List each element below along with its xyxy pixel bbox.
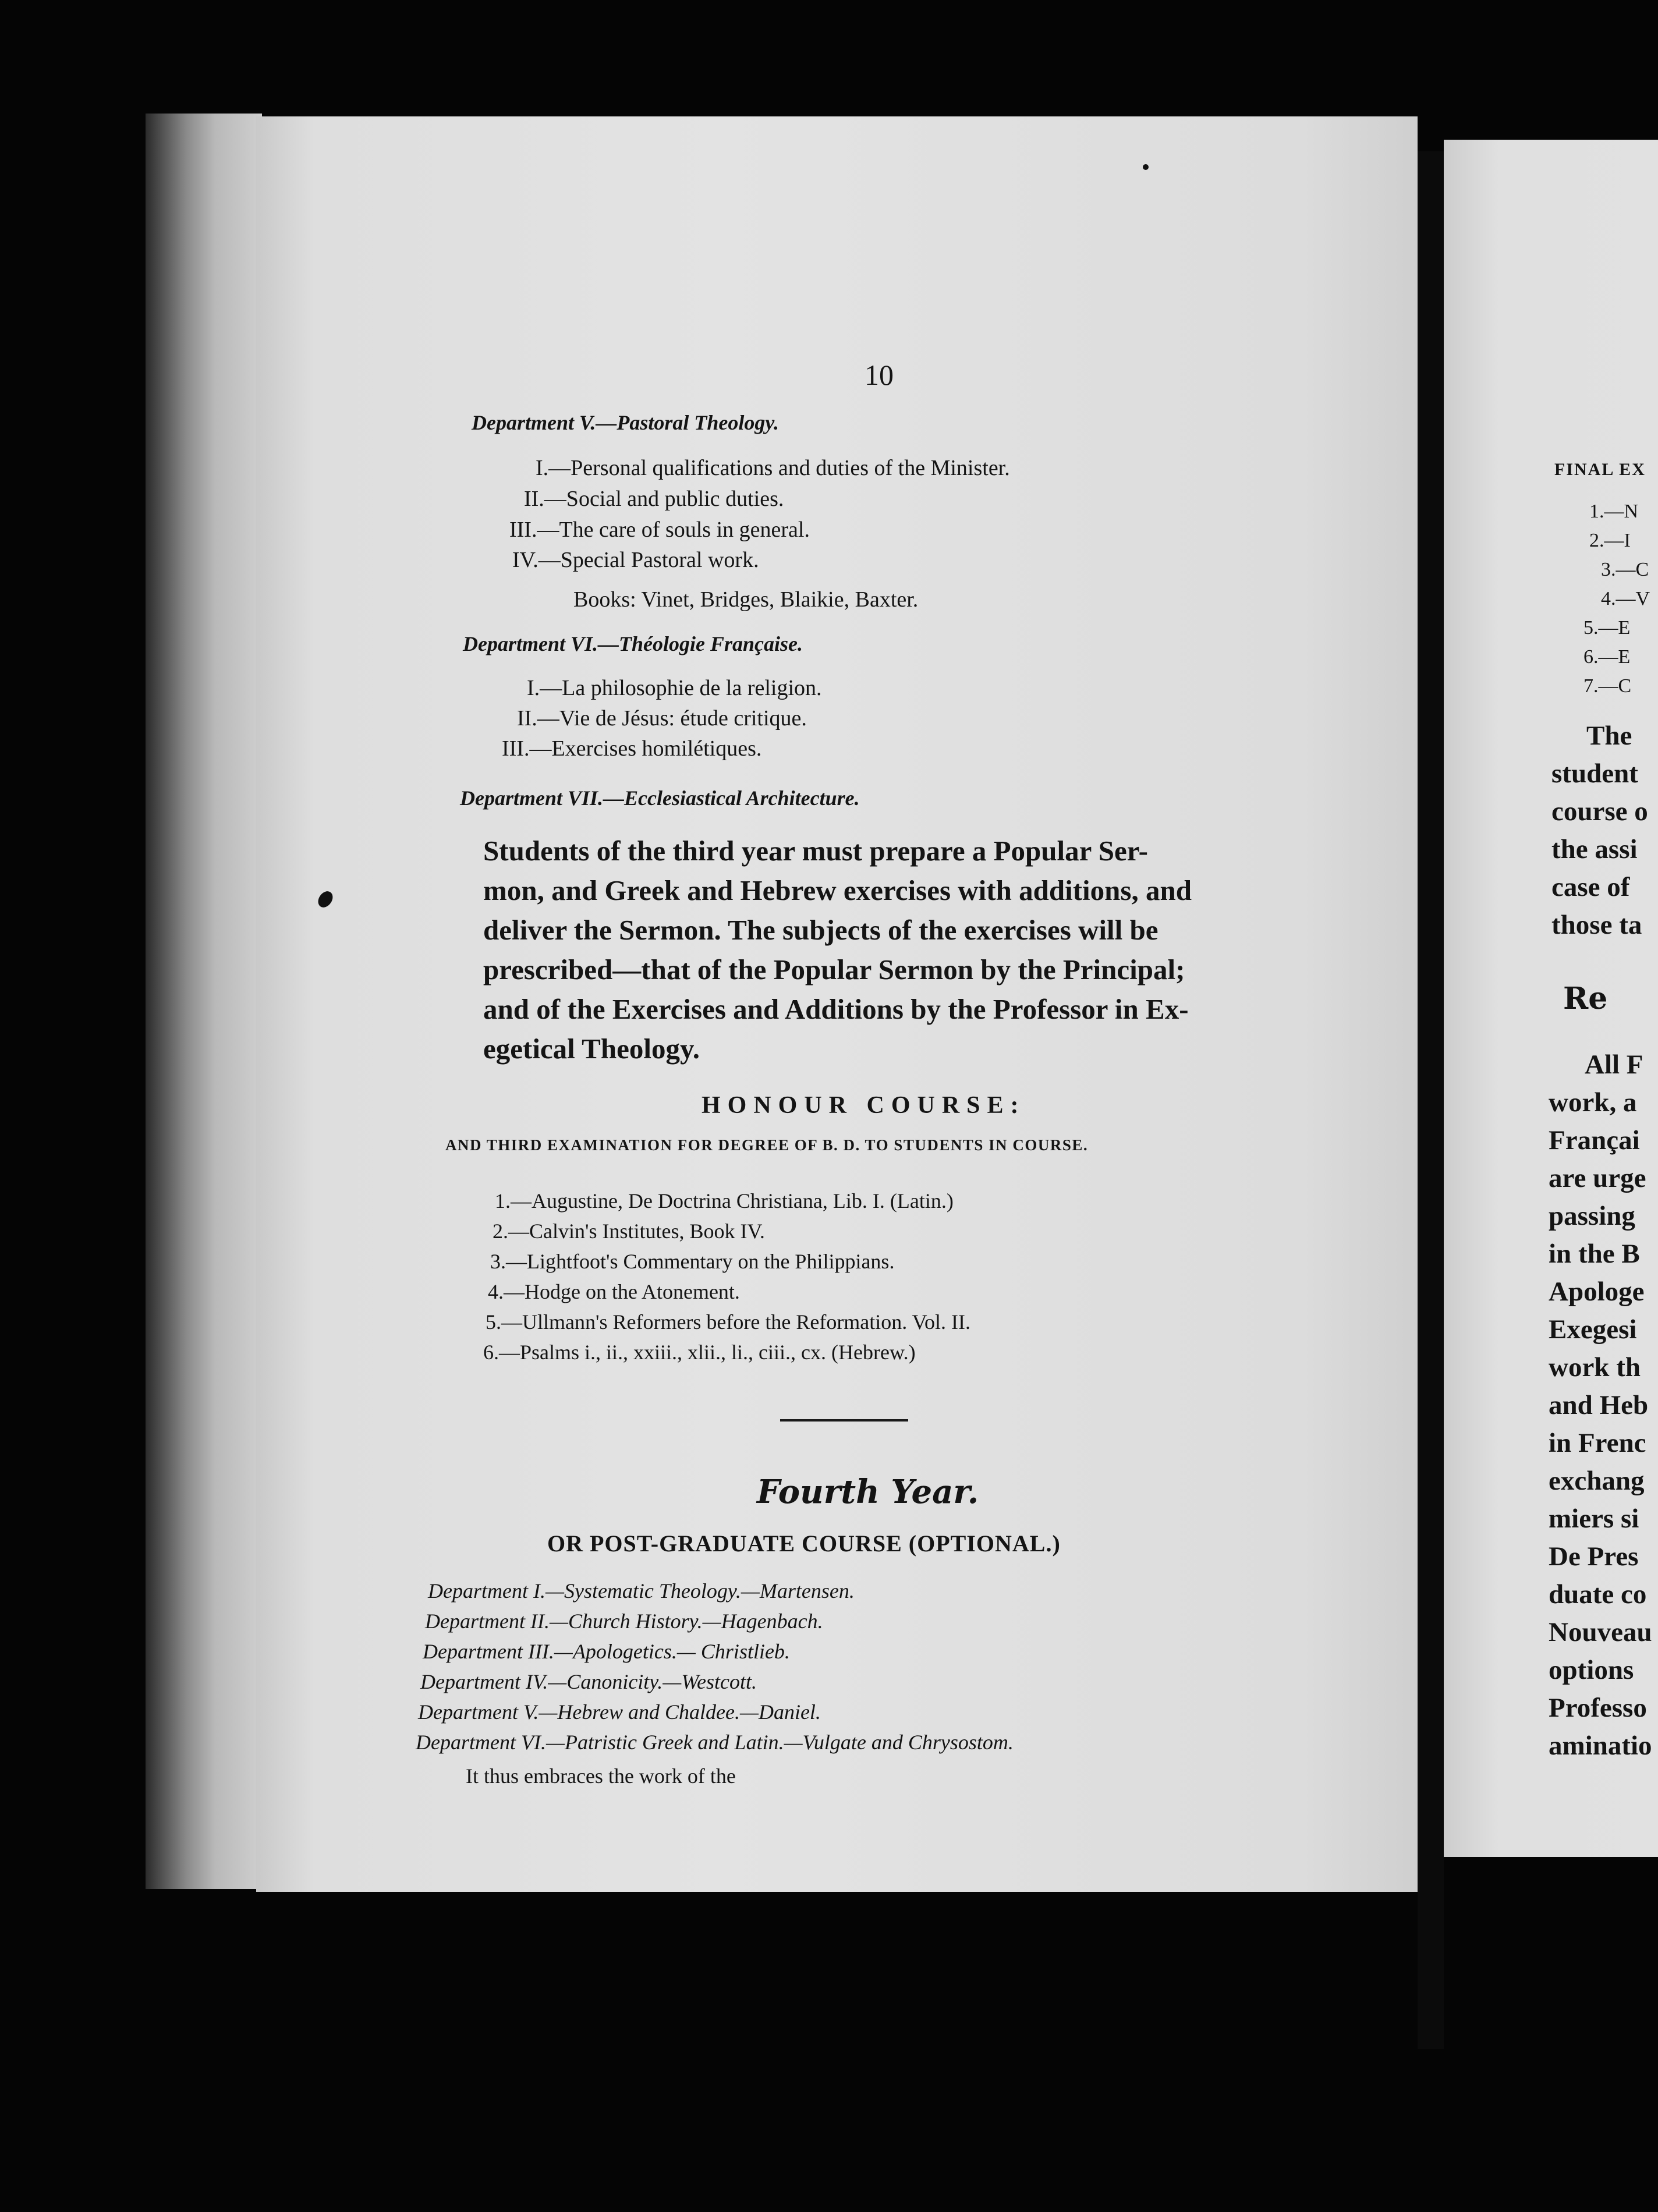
right-para-line: the assi [1551, 834, 1638, 864]
right-page-header: FINAL EX [1554, 460, 1646, 479]
honour-item-5: 5.—Ullmann's Reformers before the Reformation. Vol. II. [486, 1310, 970, 1334]
right-para2-line: Françai [1549, 1125, 1640, 1155]
right-para2-line: in the B [1549, 1239, 1640, 1269]
honour-item-2: 2.—Calvin's Institutes, Book IV. [493, 1220, 765, 1243]
right-para2-line: in Frenc [1549, 1428, 1646, 1458]
right-para2-line: passing [1549, 1201, 1635, 1231]
right-numbered-5: 5.—E [1583, 617, 1631, 639]
fourth-year-title: Fourth Year. [757, 1473, 979, 1511]
right-para2-line: Apologe [1549, 1277, 1645, 1307]
section-divider [780, 1419, 908, 1422]
fourth-year-dept-4: Department IV.—Canonicity.—Westcott. [420, 1670, 757, 1693]
right-para2-line: work th [1549, 1352, 1641, 1383]
paragraph-line: mon, and Greek and Hebrew exercises with additions, and [483, 874, 1192, 906]
right-para2-line: exchang [1549, 1466, 1645, 1496]
right-para-line: course o [1551, 796, 1648, 827]
fourth-year-subtitle: OR POST-GRADUATE COURSE (OPTIONAL.) [547, 1530, 1061, 1557]
right-numbered-3: 3.—C [1601, 559, 1649, 580]
right-para-line: student [1551, 758, 1638, 789]
honour-course-subtitle: AND THIRD EXAMINATION FOR DEGREE OF B. D. TO STUDENTS IN COURSE. [445, 1136, 1089, 1154]
right-para2-line: duate co [1549, 1579, 1647, 1610]
fourth-year-dept-3: Department III.—Apologetics.— Christlieb. [423, 1640, 790, 1663]
fourth-year-dept-6: Department VI.—Patristic Greek and Latin.—Vulgate and Chrysostom. [416, 1731, 1014, 1754]
dept6-item-1: I.—La philosophie de la religion. [527, 676, 822, 700]
paragraph-line: prescribed—that of the Popular Sermon by the Principal; [483, 953, 1185, 986]
closing-line: It thus embraces the work of the [466, 1764, 736, 1788]
dept5-heading: Department V.—Pastoral Theology. [472, 411, 780, 434]
right-para2-line: All F [1585, 1050, 1643, 1080]
page-number: 10 [865, 359, 894, 391]
right-section-heading: Re [1563, 981, 1608, 1016]
right-numbered-2: 2.—I [1589, 530, 1631, 551]
fourth-year-dept-5: Department V.—Hebrew and Chaldee.—Daniel. [418, 1700, 821, 1724]
right-para2-line: and Heb [1549, 1390, 1649, 1420]
dept6-item-2: II.—Vie de Jésus: étude critique. [517, 706, 807, 731]
right-para2-line: Professo [1549, 1693, 1647, 1723]
book-gutter [1418, 151, 1444, 2049]
right-para2-line: De Pres [1549, 1541, 1639, 1572]
right-para2-line: aminatio [1549, 1731, 1652, 1761]
dept5-item-4: IV.—Special Pastoral work. [512, 548, 759, 572]
dept5-books: Books: Vinet, Bridges, Blaikie, Baxter. [573, 587, 919, 612]
right-para2-line: miers si [1549, 1504, 1639, 1534]
dept5-item-1: I.—Personal qualifications and duties of the Minister. [536, 456, 1010, 480]
right-para2-line: Exegesi [1549, 1314, 1637, 1345]
right-numbered-7: 7.—C [1583, 675, 1632, 697]
dept5-item-3: III.—The care of souls in general. [509, 517, 810, 542]
paragraph-line: Students of the third year must prepare a Popular Ser- [483, 835, 1148, 867]
right-numbered-4: 4.—V [1601, 588, 1650, 609]
right-numbered-1: 1.—N [1589, 501, 1639, 522]
honour-item-6: 6.—Psalms i., ii., xxiii., xlii., li., ciii., cx. (Hebrew.) [483, 1341, 916, 1364]
dept7-heading: Department VII.—Ecclesiastical Architecture. [460, 786, 860, 810]
right-para2-line: are urge [1549, 1163, 1646, 1193]
honour-item-1: 1.—Augustine, De Doctrina Christiana, Lib. I. (Latin.) [495, 1189, 954, 1213]
scan-edge-shadow [146, 114, 262, 1889]
paragraph-line: and of the Exercises and Additions by the Professor in Ex- [483, 993, 1189, 1025]
right-numbered-6: 6.—E [1583, 646, 1631, 668]
dept5-item-2: II.—Social and public duties. [524, 487, 784, 511]
right-para2-line: Nouveau [1549, 1617, 1652, 1647]
fourth-year-dept-2: Department II.—Church History.—Hagenbach. [425, 1610, 823, 1633]
paragraph-line: egetical Theology. [483, 1033, 700, 1065]
right-para-line: case of [1551, 872, 1630, 902]
third-year-paragraph [483, 831, 1327, 1069]
dept6-item-3: III.—Exercises homilétiques. [502, 736, 762, 761]
fourth-year-dept-1: Department I.—Systematic Theology.—Martensen. [428, 1579, 855, 1603]
right-para-line: The [1586, 721, 1632, 751]
right-para-line: those ta [1551, 910, 1642, 940]
right-para2-line: options [1549, 1655, 1634, 1685]
honour-item-4: 4.—Hodge on the Atonement. [488, 1280, 740, 1303]
honour-item-3: 3.—Lightfoot's Commentary on the Philippians. [490, 1250, 895, 1273]
honour-course-title: HONOUR COURSE: [702, 1092, 1026, 1119]
right-para2-line: work, a [1549, 1087, 1637, 1118]
dept6-heading: Department VI.—Théologie Française. [463, 632, 803, 655]
ink-speck [1143, 164, 1149, 170]
paragraph-line: deliver the Sermon. The subjects of the exercises will be [483, 914, 1159, 946]
